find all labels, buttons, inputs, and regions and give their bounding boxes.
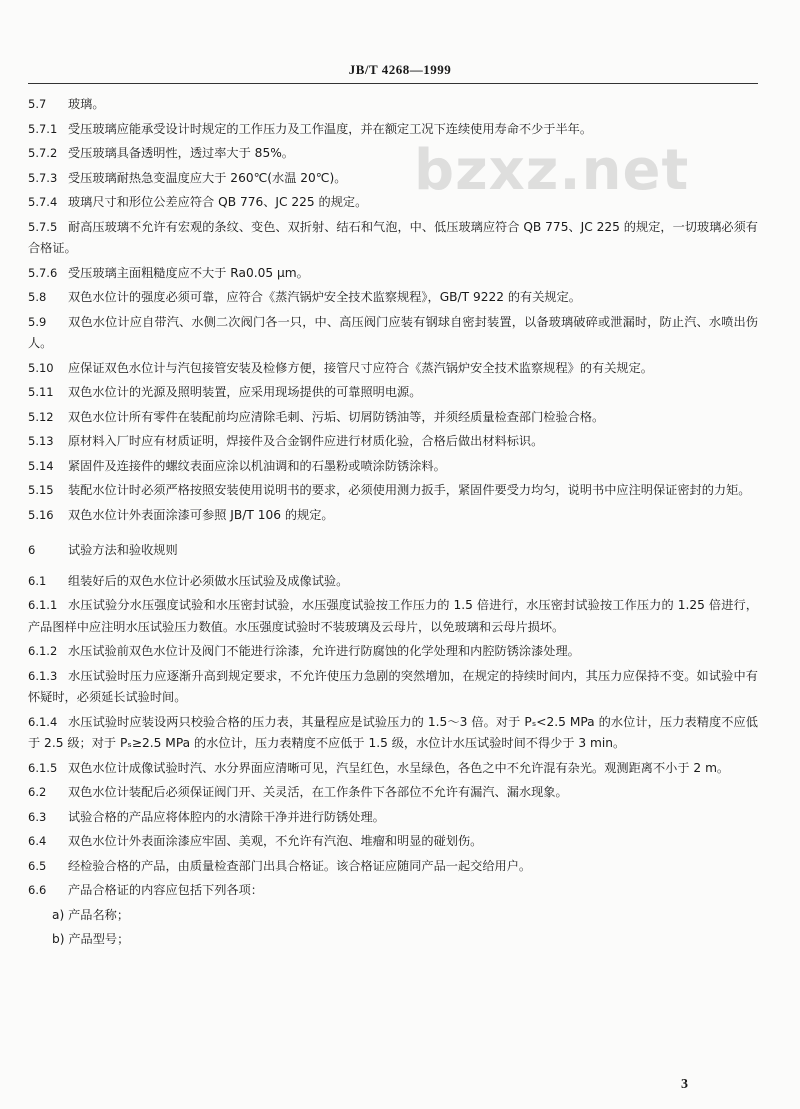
clause-number: 5.8 bbox=[28, 290, 47, 304]
clause-text: a) 产品名称； bbox=[52, 907, 130, 922]
clause-number: 6 bbox=[28, 543, 36, 557]
clause-text: 双色水位计所有零件在装配前均应清除毛刺、污垢、切屑防锈油等，并须经质量检查部门检验合格。 bbox=[68, 409, 605, 424]
clause-number: 6.3 bbox=[28, 809, 47, 824]
section-heading bbox=[28, 540, 758, 562]
clause-text: 玻璃。 bbox=[68, 97, 105, 111]
document-body bbox=[28, 94, 758, 954]
clause-paragraph bbox=[28, 312, 758, 355]
clause-text: 装配水位计时必须严格按照安装使用说明书的要求，必须使用测力扳手，紧固件要受力均匀，说明书中应注明保证密封的力矩。 bbox=[68, 483, 751, 497]
clause-paragraph bbox=[28, 505, 758, 527]
page-number: 3 bbox=[681, 1077, 688, 1092]
clause-paragraph bbox=[28, 143, 758, 165]
list-item bbox=[28, 905, 758, 927]
clause-number: 5.15 bbox=[28, 483, 54, 497]
clause-text: 双色水位计的光源及照明装置，应采用现场提供的可靠照明电源。 bbox=[68, 385, 422, 399]
clause-text: 双色水位计应自带汽、水侧二次阀门各一只，中、高压阀门应装有钢球自密封装置，以备玻璃破碎或泄漏时，防止汽、水喷出伤人。 bbox=[28, 314, 758, 350]
clause-paragraph bbox=[28, 782, 758, 804]
clause-number: 5.12 bbox=[28, 409, 54, 424]
clause-paragraph bbox=[28, 119, 758, 141]
clause-number: 5.7.6 bbox=[28, 265, 58, 280]
list-item bbox=[28, 929, 758, 951]
clause-paragraph bbox=[28, 431, 758, 453]
clause-text: 双色水位计成像试验时汽、水分界面应清晰可见，汽呈红色，水呈绿色，各色之中不允许混有杂光。观测距离不小于 2 m。 bbox=[68, 760, 730, 775]
clause-paragraph bbox=[28, 168, 758, 190]
clause-paragraph bbox=[28, 358, 758, 380]
clause-paragraph bbox=[28, 880, 758, 902]
clause-text: 应保证双色水位计与汽包接管安装及检修方便，接管尺寸应符合《蒸汽锅炉安全技术监察规程》的有关规定。 bbox=[68, 360, 653, 375]
clause-number: 5.7.3 bbox=[28, 170, 58, 185]
clause-text: 水压试验时压力应逐渐升高到规定要求，不允许使压力急剧的突然增加，在规定的持续时间内，其压力应保持不变。如试验中有怀疑时，必须延长试验时间。 bbox=[28, 668, 758, 704]
clause-text: 受压玻璃耐热急变温度应大于 260℃(水温 20℃)。 bbox=[68, 170, 347, 185]
clause-paragraph bbox=[28, 217, 758, 260]
clause-paragraph bbox=[28, 94, 758, 116]
clause-number: 6.5 bbox=[28, 858, 47, 873]
clause-number: 6.6 bbox=[28, 883, 47, 897]
clause-number: 5.7.2 bbox=[28, 146, 58, 160]
clause-number: 5.16 bbox=[28, 507, 54, 522]
clause-text: 受压玻璃应能承受设计时规定的工作压力及工作温度，并在额定工况下连续使用寿命不少于半年。 bbox=[68, 121, 593, 136]
clause-paragraph bbox=[28, 856, 758, 878]
clause-paragraph bbox=[28, 831, 758, 853]
clause-number: 5.7.1 bbox=[28, 121, 58, 136]
clause-number: 6.1 bbox=[28, 573, 47, 588]
clause-text: 试验合格的产品应将体腔内的水清除干净并进行防锈处理。 bbox=[68, 809, 385, 824]
clause-text: 试验方法和验收规则 bbox=[68, 543, 178, 557]
clause-paragraph bbox=[28, 382, 758, 404]
clause-number: 6.1.1 bbox=[28, 598, 58, 612]
clause-text: 受压玻璃主面粗糙度应不大于 Ra0.05 μm。 bbox=[68, 265, 309, 280]
clause-number: 5.7 bbox=[28, 97, 47, 111]
clause-paragraph bbox=[28, 595, 758, 638]
clause-number: 6.1.2 bbox=[28, 644, 58, 658]
clause-text: 双色水位计外表面涂漆应牢固、美观，不允许有汽泡、堆瘤和明显的碰划伤。 bbox=[68, 834, 483, 848]
clause-text: 受压玻璃具备透明性，透过率大于 85%。 bbox=[68, 146, 294, 160]
clause-text: 经检验合格的产品，由质量检查部门出具合格证。该合格证应随同产品一起交给用户。 bbox=[68, 858, 532, 873]
clause-number: 5.7.4 bbox=[28, 195, 58, 209]
clause-number: 6.2 bbox=[28, 785, 47, 799]
clause-number: 5.13 bbox=[28, 434, 54, 448]
clause-number: 6.1.5 bbox=[28, 760, 58, 775]
clause-paragraph bbox=[28, 287, 758, 309]
clause-paragraph bbox=[28, 571, 758, 593]
clause-text: 双色水位计外表面涂漆可参照 JB/T 106 的规定。 bbox=[68, 507, 334, 522]
clause-number: 5.11 bbox=[28, 385, 54, 399]
clause-text: 双色水位计的强度必须可靠，应符合《蒸汽锅炉安全技术监察规程》，GB/T 9222 的有关规定。 bbox=[68, 290, 581, 304]
clause-text: 双色水位计装配后必须保证阀门开、关灵活，在工作条件下各部位不允许有漏汽、漏水现象。 bbox=[68, 785, 568, 799]
clause-number: 5.7.5 bbox=[28, 219, 58, 234]
clause-paragraph bbox=[28, 666, 758, 709]
clause-text: 玻璃尺寸和形位公差应符合 QB 776、JC 225 的规定。 bbox=[68, 195, 368, 209]
clause-number: 6.1.3 bbox=[28, 668, 58, 683]
clause-paragraph bbox=[28, 407, 758, 429]
clause-text: 组装好后的双色水位计必须做水压试验及成像试验。 bbox=[68, 573, 349, 588]
clause-text: 原材料入厂时应有材质证明，焊接件及合金钢件应进行材质化验，合格后做出材料标识。 bbox=[68, 434, 544, 448]
clause-text: 水压试验分水压强度试验和水压密封试验，水压强度试验按工作压力的 1.5 倍进行，水压密封试验按工作压力的 1.25 倍进行，产品图样中应注明水压试验压力数值。水压强度试验时不装玻璃及云母片，以免玻璃和云母片损坏。 bbox=[28, 598, 758, 634]
clause-number: 6.4 bbox=[28, 834, 47, 848]
clause-number: 5.14 bbox=[28, 458, 54, 473]
clause-number: 6.1.4 bbox=[28, 714, 58, 729]
clause-paragraph bbox=[28, 807, 758, 829]
standard-number-header: JB/T 4268—1999 bbox=[348, 62, 452, 77]
clause-text: 耐高压玻璃不允许有宏观的条纹、变色、双折射、结石和气泡，中、低压玻璃应符合 QB 775、JC 225 的规定，一切玻璃必须有合格证。 bbox=[28, 219, 758, 255]
clause-number: 5.10 bbox=[28, 360, 54, 375]
clause-number: 5.9 bbox=[28, 314, 47, 329]
header-rule bbox=[28, 83, 758, 84]
clause-text: 水压试验时应装设两只校验合格的压力表，其量程应是试验压力的 1.5～3 倍。对于 Pₛ<2.5 MPa 的水位计，压力表精度不应低于 2.5 级；对于 Pₛ≥2.5 MPa 的水位计，压力表精度不应低于 1.5 级，水位计水压试验时间不得少于 3 min。 bbox=[28, 714, 758, 750]
watermark: bzxz.net bbox=[414, 138, 690, 203]
clause-paragraph bbox=[28, 192, 758, 214]
clause-paragraph bbox=[28, 712, 758, 755]
clause-text: 紧固件及连接件的螺纹表面应涂以机油调和的石墨粉或喷涂防锈涂料。 bbox=[68, 458, 446, 473]
clause-paragraph bbox=[28, 758, 758, 780]
clause-paragraph bbox=[28, 456, 758, 478]
clause-text: 水压试验前双色水位计及阀门不能进行涂漆，允许进行防腐蚀的化学处理和内腔防锈涂漆处理。 bbox=[68, 644, 580, 658]
clause-text: 产品合格证的内容应包括下列各项： bbox=[68, 883, 263, 897]
clause-paragraph bbox=[28, 263, 758, 285]
clause-paragraph bbox=[28, 480, 758, 502]
clause-text: b) 产品型号； bbox=[52, 932, 130, 946]
clause-paragraph bbox=[28, 641, 758, 663]
